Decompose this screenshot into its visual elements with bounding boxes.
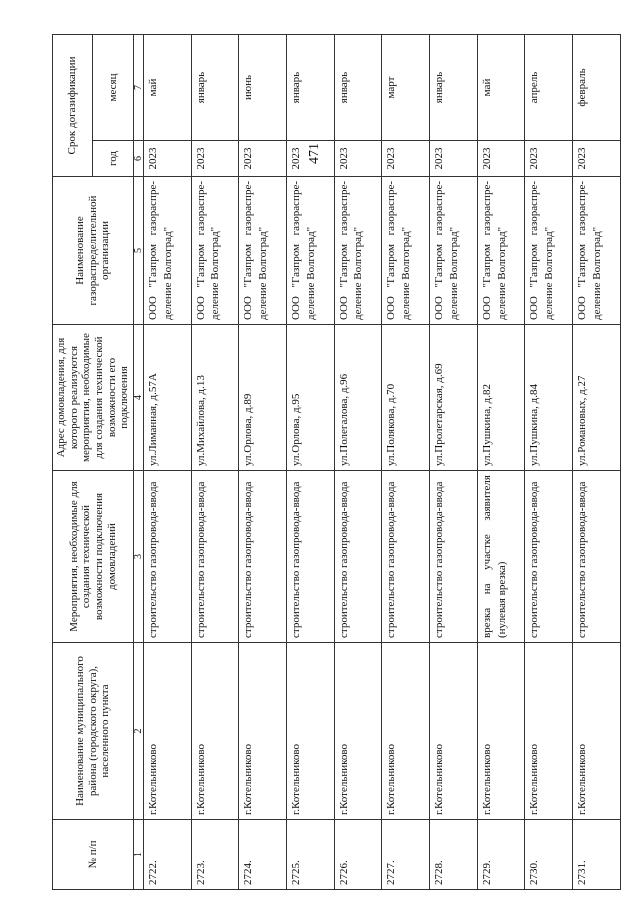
table-row (573, 34, 621, 889)
table-row (239, 34, 287, 889)
header-district: Наименование муниципального района (городского округа), населенного пункта (53, 643, 134, 820)
cell-district: г.Котельниково (286, 643, 334, 820)
cell-measures: строительство газопровода-ввода (191, 471, 239, 643)
table-row (429, 34, 477, 889)
cell-address: ул.Полякова, д.70 (382, 325, 430, 471)
table-body (143, 34, 620, 889)
cell-number: 2731. (573, 820, 621, 890)
cell-number: 2726. (334, 820, 382, 890)
cell-year: 2023 (191, 141, 239, 177)
table-row (525, 34, 573, 889)
cell-address: ул.Михайлова, д.13 (191, 325, 239, 471)
table-header (53, 34, 144, 889)
cell-number: 2727. (382, 820, 430, 890)
header-org: Наименование газораспределительной организации (53, 177, 134, 325)
gasification-table (52, 34, 621, 890)
cell-month: май (477, 34, 525, 140)
cell-year: 2023 (429, 141, 477, 177)
cell-number: 2730. (525, 820, 573, 890)
cell-organization: ООО "Газпром газораспре-деление Волгоград" (239, 177, 287, 325)
cell-month: январь (286, 34, 334, 140)
cell-number: 2728. (429, 820, 477, 890)
cell-number: 2724. (239, 820, 287, 890)
cell-year: 2023 (477, 141, 525, 177)
cell-measures: строительство газопровода-ввода (525, 471, 573, 643)
cell-month: апрель (525, 34, 573, 140)
header-measures: Мероприятия, необходимые для создания технической возможности подключения домовладений (53, 471, 134, 643)
cell-month: март (382, 34, 430, 140)
cell-address: ул.Романовых, д.27 (573, 325, 621, 471)
cell-organization: ООО "Газпром газораспре-деление Волгоград" (191, 177, 239, 325)
cell-measures: строительство газопровода-ввода (286, 471, 334, 643)
cell-month: январь (191, 34, 239, 140)
cell-year: 2023 (525, 141, 573, 177)
table-row (143, 34, 191, 889)
cell-address: ул.Лиманная, д.57А (143, 325, 191, 471)
cell-district: г.Котельниково (334, 643, 382, 820)
cell-address: ул.Орлова, д.89 (239, 325, 287, 471)
column-number: 4 (133, 325, 143, 471)
cell-address: ул.Полегалова, д.96 (334, 325, 382, 471)
cell-organization: ООО "Газпром газораспре-деление Волгоград" (334, 177, 382, 325)
cell-year: 2023 (286, 141, 334, 177)
header-term: Срок догазификации (53, 34, 93, 176)
cell-district: г.Котельниково (191, 643, 239, 820)
cell-number: 2723. (191, 820, 239, 890)
cell-number: 2725. (286, 820, 334, 890)
cell-measures: строительство газопровода-ввода (382, 471, 430, 643)
header-month: месяц (93, 34, 133, 140)
cell-address: ул.Пушкина, д.82 (477, 325, 525, 471)
cell-organization: ООО "Газпром газораспре-деление Волгоград" (525, 177, 573, 325)
cell-address: ул.Пролетарская, д.69 (429, 325, 477, 471)
page-number: 471 (307, 143, 322, 164)
cell-measures: строительство газопровода-ввода (334, 471, 382, 643)
cell-organization: ООО "Газпром газораспре-деление Волгоград" (573, 177, 621, 325)
table-row (334, 34, 382, 889)
rotated-table-container (52, 35, 620, 890)
cell-organization: ООО "Газпром газораспре-деление Волгоград" (429, 177, 477, 325)
column-numbers-row (133, 34, 143, 889)
column-number: 3 (133, 471, 143, 643)
cell-address: ул.Пушкина, д.84 (525, 325, 573, 471)
table-row (382, 34, 430, 889)
cell-year: 2023 (573, 141, 621, 177)
cell-organization: ООО "Газпром газораспре-деление Волгоград" (286, 177, 334, 325)
cell-district: г.Котельниково (525, 643, 573, 820)
cell-month: январь (429, 34, 477, 140)
column-number: 6 (133, 141, 143, 177)
cell-district: г.Котельниково (239, 643, 287, 820)
cell-number: 2729. (477, 820, 525, 890)
cell-organization: ООО "Газпром газораспре-деление Волгоград" (382, 177, 430, 325)
cell-number: 2722. (143, 820, 191, 890)
column-number: 2 (133, 643, 143, 820)
cell-month: январь (334, 34, 382, 140)
header-no: № п/п (53, 820, 134, 890)
cell-measures: строительство газопровода-ввода (573, 471, 621, 643)
table-row (191, 34, 239, 889)
cell-month: июнь (239, 34, 287, 140)
cell-month: февраль (573, 34, 621, 140)
cell-measures: строительство газопровода-ввода (429, 471, 477, 643)
cell-district: г.Котельниково (477, 643, 525, 820)
column-number: 5 (133, 177, 143, 325)
column-number: 1 (133, 820, 143, 890)
cell-district: г.Котельниково (573, 643, 621, 820)
cell-month: май (143, 34, 191, 140)
table-row (286, 34, 334, 889)
column-number: 7 (133, 34, 143, 140)
cell-measures: строительство газопровода-ввода (239, 471, 287, 643)
cell-organization: ООО "Газпром газораспре-деление Волгоград" (477, 177, 525, 325)
cell-organization: ООО "Газпром газораспре-деление Волгоград" (143, 177, 191, 325)
cell-district: г.Котельниково (429, 643, 477, 820)
cell-year: 2023 (143, 141, 191, 177)
header-address: Адрес домовладения, для которого реализуются мероприятия, необходимые для создания технической возможности его подключения (53, 325, 134, 471)
cell-address: ул.Орлова, д.95 (286, 325, 334, 471)
cell-year: 2023 (334, 141, 382, 177)
cell-measures: врезка на участке заявителя (нулевая врезка) (477, 471, 525, 643)
cell-year: 2023 (382, 141, 430, 177)
cell-district: г.Котельниково (143, 643, 191, 820)
table-row (477, 34, 525, 889)
cell-measures: строительство газопровода-ввода (143, 471, 191, 643)
cell-district: г.Котельниково (382, 643, 430, 820)
header-year: год (93, 141, 133, 177)
cell-year: 2023 (239, 141, 287, 177)
